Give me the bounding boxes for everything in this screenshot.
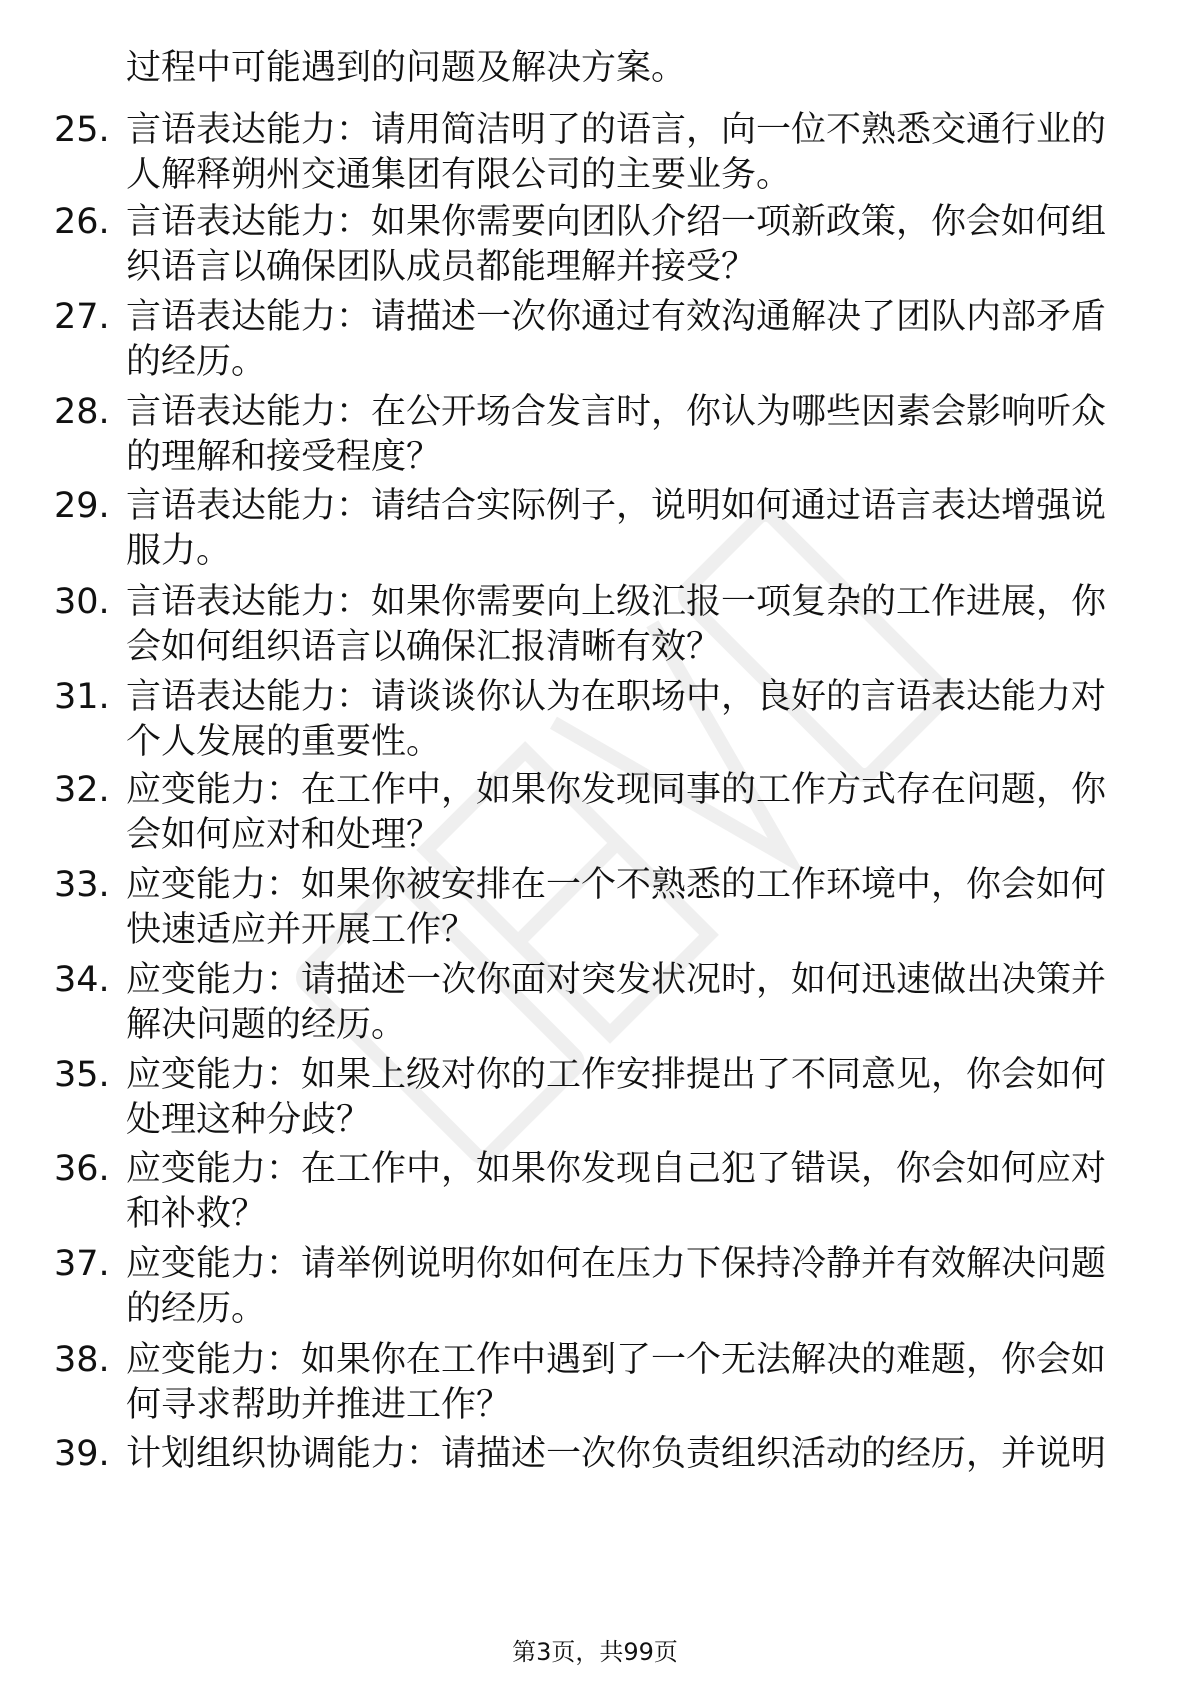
item-text-line1: 言语表达能力：如果你需要向上级汇报一项复杂的工作进展，你 (126, 582, 1107, 622)
list-item (0, 1053, 1190, 1145)
list-item (0, 1338, 1190, 1430)
list-item (0, 1432, 1190, 1524)
list-item (0, 484, 1190, 576)
item-number: 34. (54, 960, 110, 1000)
item-number: 39. (54, 1434, 110, 1474)
item-number: 33. (54, 865, 110, 905)
item-text-line2: 的经历。 (126, 342, 267, 382)
item-number: 31. (54, 677, 110, 717)
item-number: 38. (54, 1340, 110, 1380)
item-text-line1: 应变能力：在工作中，如果你发现同事的工作方式存在问题，你 (126, 770, 1107, 810)
item-text-line1: 计划组织协调能力：请描述一次你负责组织活动的经历，并说明 (126, 1434, 1107, 1474)
list-item (0, 1147, 1190, 1239)
list-item (0, 200, 1190, 292)
continuation-text: 过程中可能遇到的问题及解决方案。 (126, 48, 687, 88)
item-text-line2: 会如何应对和处理？ (126, 815, 442, 855)
item-number: 29. (54, 486, 110, 526)
item-text-line1: 言语表达能力：请结合实际例子，说明如何通过语言表达增强说 (126, 486, 1107, 526)
item-text-line2: 的理解和接受程度？ (126, 437, 442, 477)
list-item (0, 108, 1190, 200)
item-number: 35. (54, 1055, 110, 1095)
item-number: 32. (54, 770, 110, 810)
page-footer: 第3页，共99页 (512, 1638, 678, 1666)
list-item (0, 390, 1190, 482)
item-text-line1: 言语表达能力：如果你需要向团队介绍一项新政策，你会如何组 (126, 202, 1107, 242)
item-text-line2: 快速适应并开展工作？ (126, 910, 477, 950)
item-number: 37. (54, 1244, 110, 1284)
item-text-line2: 个人发展的重要性。 (126, 722, 442, 762)
item-text-line2: 何寻求帮助并推进工作？ (126, 1385, 512, 1425)
item-text-line1: 应变能力：请举例说明你如何在压力下保持冷静并有效解决问题 (126, 1244, 1107, 1284)
item-number: 25. (54, 110, 110, 150)
item-text-line1: 应变能力：如果你在工作中遇到了一个无法解决的难题，你会如 (126, 1340, 1107, 1380)
item-text-line2: 服力。 (126, 531, 232, 571)
item-text-line2: 处理这种分歧？ (126, 1100, 372, 1140)
item-text-line2: 会如何组织语言以确保汇报清晰有效？ (126, 627, 722, 667)
list-item (0, 958, 1190, 1050)
item-text-line1: 应变能力：如果上级对你的工作安排提出了不同意见，你会如何 (126, 1055, 1107, 1095)
item-text-line2: 人解释朔州交通集团有限公司的主要业务。 (126, 155, 792, 195)
item-text-line1: 言语表达能力：请谈谈你认为在职场中，良好的言语表达能力对 (126, 677, 1107, 717)
item-text-line1: 应变能力：如果你被安排在一个不熟悉的工作环境中，你会如何 (126, 865, 1107, 905)
list-item (0, 580, 1190, 672)
item-text-line2: 的经历。 (126, 1289, 267, 1329)
item-number: 27. (54, 297, 110, 337)
list-item (0, 675, 1190, 767)
item-text-line1: 言语表达能力：请描述一次你通过有效沟通解决了团队内部矛盾 (126, 297, 1107, 337)
item-text-line1: 言语表达能力：请用简洁明了的语言，向一位不熟悉交通行业的 (126, 110, 1107, 150)
item-number: 26. (54, 202, 110, 242)
item-text-line1: 应变能力：请描述一次你面对突发状况时，如何迅速做出决策并 (126, 960, 1107, 1000)
item-number: 36. (54, 1149, 110, 1189)
item-text-line2: 解决问题的经历。 (126, 1005, 407, 1045)
list-item (0, 768, 1190, 860)
item-text-line2: 织语言以确保团队成员都能理解并接受？ (126, 247, 757, 287)
list-item (0, 295, 1190, 387)
item-number: 30. (54, 582, 110, 622)
item-text-line1: 言语表达能力：在公开场合发言时，你认为哪些因素会影响听众 (126, 392, 1107, 432)
list-item (0, 863, 1190, 955)
item-number: 28. (54, 392, 110, 432)
list-item (0, 1242, 1190, 1334)
item-text-line2: 和补救？ (126, 1194, 267, 1234)
item-text-line1: 应变能力：在工作中，如果你发现自己犯了错误，你会如何应对 (126, 1149, 1107, 1189)
